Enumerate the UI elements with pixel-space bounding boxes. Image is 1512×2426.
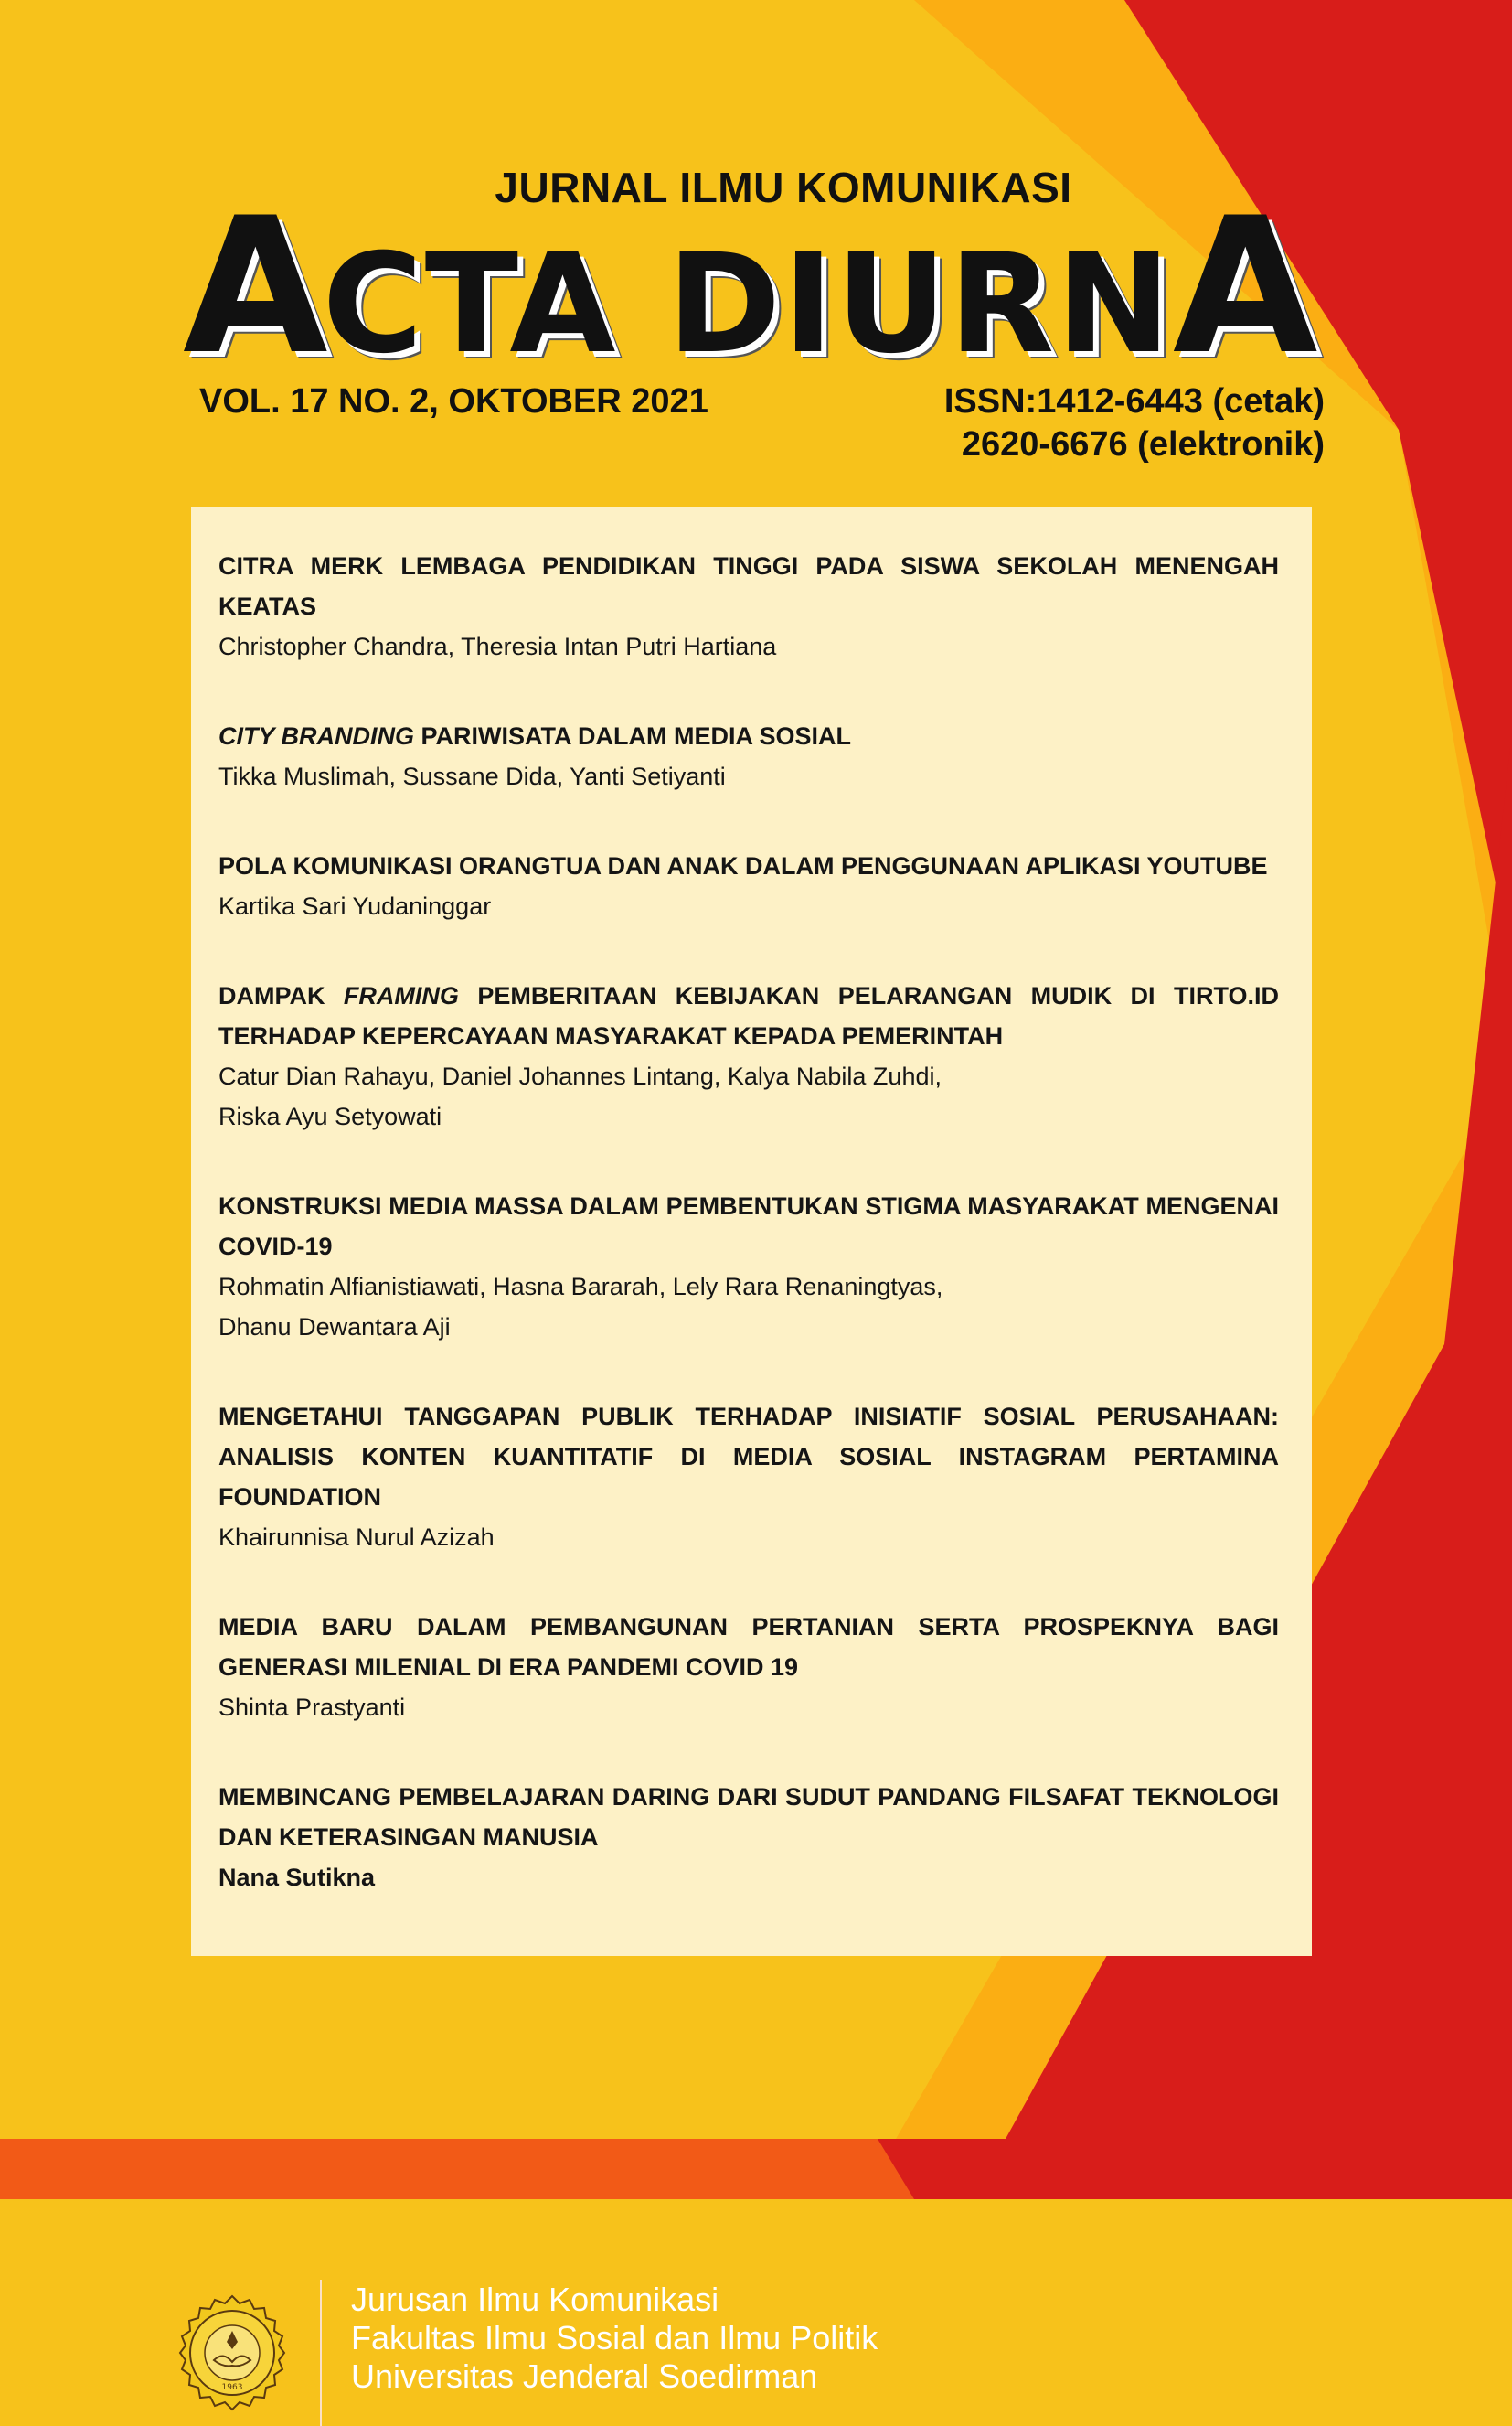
article-title-rest: PEMBERITAAN KEBIJAKAN PELARANGAN MUDIK DI TIRTO.ID TERHADAP KEPERCAYAAN MASYARAKAT KEPADA PEMERINTAH	[218, 982, 1279, 1050]
institution-university: Universitas Jenderal Soedirman	[351, 2357, 818, 2395]
article-6	[218, 1396, 1279, 1557]
article-authors-line-2: Riska Ayu Setyowati	[218, 1103, 442, 1130]
article-authors: Shinta Prastyanti	[218, 1694, 406, 1721]
article-7	[218, 1607, 1279, 1727]
article-title-rest: PARIWISATA DALAM MEDIA SOSIAL	[414, 722, 851, 750]
article-title	[218, 976, 1279, 1056]
table-of-contents	[191, 507, 1312, 1956]
article-3	[218, 846, 1279, 926]
institution-faculty: Fakultas Ilmu Sosial dan Ilmu Politik	[351, 2319, 878, 2357]
red-bottom-wedge	[878, 2139, 1512, 2199]
article-authors-line-1: Catur Dian Rahayu, Daniel Johannes Lintang, Kalya Nabila Zuhdi,	[218, 1063, 942, 1090]
footer-divider	[320, 2280, 322, 2426]
masthead-initial: A	[183, 178, 323, 396]
article-title-italic: CITY BRANDING	[218, 722, 415, 750]
article-title: MENGETAHUI TANGGAPAN PUBLIK TERHADAP INISIATIF SOSIAL PERUSAHAAN: ANALISIS KONTEN KUANTITATIF DI MEDIA SOSIAL INSTAGRAM PERTAMINA FOUNDATION	[218, 1403, 1279, 1511]
volume-issue: VOL. 17 NO. 2, OKTOBER 2021	[199, 382, 708, 421]
article-authors: Tikka Muslimah, Sussane Dida, Yanti Setiyanti	[218, 763, 726, 790]
masthead-final: A	[1172, 178, 1313, 396]
article-authors: Christopher Chandra, Theresia Intan Putri Hartiana	[218, 633, 777, 660]
article-title	[218, 716, 1279, 756]
article-2	[218, 716, 1279, 796]
issn-print: ISSN:1412-6443 (cetak)	[943, 382, 1325, 421]
university-seal-logo	[174, 2294, 291, 2411]
article-title: CITRA MERK LEMBAGA PENDIDIKAN TINGGI PADA SISWA SEKOLAH MENENGAH KEATAS	[218, 552, 1279, 620]
institution-block	[351, 2281, 878, 2396]
article-authors: Khairunnisa Nurul Azizah	[218, 1523, 495, 1551]
article-title-italic: FRAMING	[343, 982, 459, 1010]
issn-online: 2620-6676 (elektronik)	[961, 425, 1325, 464]
article-authors-line-1: Rohmatin Alfianistiawati, Hasna Bararah, Lely Rara Renaningtyas,	[218, 1273, 943, 1300]
article-8	[218, 1777, 1279, 1897]
article-authors: Kartika Sari Yudaninggar	[218, 892, 492, 920]
article-title-pre: DAMPAK	[218, 982, 344, 1010]
seal-year: 1963	[221, 2383, 243, 2392]
article-title: MEDIA BARU DALAM PEMBANGUNAN PERTANIAN SERTA PROSPEKNYA BAGI GENERASI MILENIAL DI ERA PANDEMI COVID 19	[218, 1613, 1279, 1681]
article-authors: Nana Sutikna	[218, 1864, 376, 1891]
institution-department: Jurusan Ilmu Komunikasi	[351, 2281, 719, 2318]
article-title: MEMBINCANG PEMBELAJARAN DARING DARI SUDUT PANDANG FILSAFAT TEKNOLOGI DAN KETERASINGAN MANUSIA	[218, 1783, 1279, 1851]
masthead-middle: CTA DIURN	[322, 225, 1173, 384]
article-authors-line-2: Dhanu Dewantara Aji	[218, 1313, 451, 1341]
article-4	[218, 976, 1279, 1137]
article-1	[218, 546, 1279, 667]
article-5	[218, 1186, 1279, 1347]
issn-block	[944, 380, 1325, 466]
journal-kicker: JURNAL ILMU KOMUNIKASI	[495, 164, 1072, 211]
article-title: KONSTRUKSI MEDIA MASSA DALAM PEMBENTUKAN STIGMA MASYARAKAT MENGENAI COVID-19	[218, 1192, 1279, 1260]
article-title: POLA KOMUNIKASI ORANGTUA DAN ANAK DALAM PENGGUNAAN APLIKASI YOUTUBE	[218, 852, 1268, 880]
